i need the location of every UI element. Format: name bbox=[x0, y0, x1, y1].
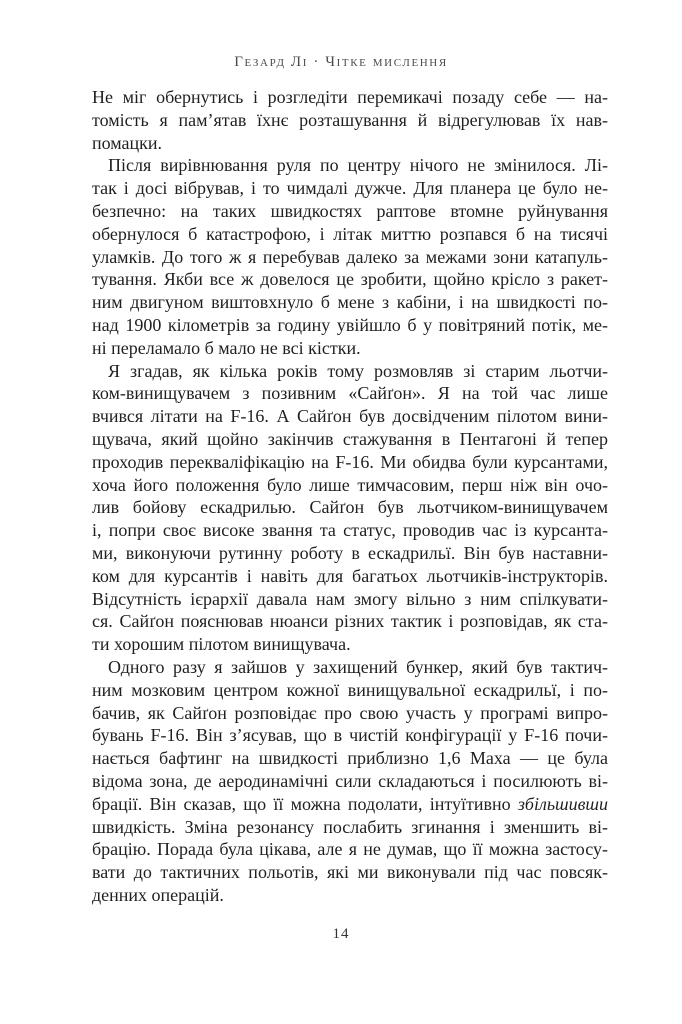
text-line: лив бойову ескадрилью. Сайґон був льотчиком-винищувачем bbox=[92, 497, 608, 518]
text-line: і, попри своє високе звання та статус, проводив час із курсанта- bbox=[92, 520, 608, 541]
text-line bbox=[92, 793, 608, 816]
text-line: ком для курсантів і навіть для багатьох льотчиків-інструкторів. bbox=[92, 565, 608, 586]
text-line: брацію. Порада була цікава, але я не думав, що її можна застосу- bbox=[92, 839, 608, 860]
body-text bbox=[92, 86, 608, 907]
text-line: ним двигуном виштовхнуло б мене з кабіни, і на швидкості по- bbox=[92, 292, 608, 313]
text-line: Я згадав, як кілька років тому розмовляв зі старим льотчи- bbox=[108, 360, 608, 381]
text-line: швидкість. Зміна резонансу послабить згинання і зменшить ві- bbox=[92, 816, 608, 837]
text-line: бачив, як Сайґон розповідає про свою участь у програмі випро- bbox=[92, 702, 608, 723]
text-line: щувача, який щойно закінчив стажування в Пентагоні й тепер bbox=[92, 428, 608, 449]
text-line: вати до тактичних польотів, які ми виконували під час повсяк- bbox=[92, 862, 608, 883]
text-line: ним мозковим центром кожної винищувальної ескадрильї, і по- bbox=[92, 679, 608, 700]
page-number: 14 bbox=[332, 926, 350, 942]
paragraph bbox=[92, 154, 608, 359]
text-line: Одного разу я зайшов у захищений бункер, який був тактич- bbox=[108, 656, 608, 677]
running-title: Гезард Лі · Чітке мислення bbox=[234, 54, 448, 70]
text-line: Після вирівнювання руля по центру нічого не змінилося. Лі- bbox=[108, 155, 608, 176]
text-line: ти хорошим пілотом винищувача. bbox=[92, 634, 351, 655]
text-line: ся. Сайґон пояснював нюанси різних тактик і розповідав, як ста- bbox=[92, 611, 608, 632]
italic-text: збільшивши bbox=[517, 793, 608, 814]
text-line: над 1900 кілометрів за годину увійшло б у повітряний потік, ме- bbox=[92, 314, 608, 335]
running-header bbox=[0, 54, 682, 71]
text-line: Відсутність ієрархії давала нам змогу вільно з ним спілкувати- bbox=[92, 588, 608, 609]
text-line: Не міг обернутись і розгледіти перемикачі позаду себе — на- bbox=[92, 87, 608, 107]
text-line: тування. Якби все ж довелося це зробити, щойно крісло з ракет- bbox=[92, 269, 608, 290]
text-segment: брації. Він сказав, що її можна подолати, інтуїтивно bbox=[92, 793, 518, 814]
page-footer bbox=[0, 926, 682, 943]
text-line: так і досі вібрував, і то чимдалі дужче. Для планера це було не- bbox=[92, 178, 608, 199]
text-line: відома зона, де аеродинамічні сили складаються і посилюють ві- bbox=[92, 770, 608, 791]
paragraph bbox=[92, 656, 608, 907]
text-line: проходив перекваліфікацію на F-16. Ми обидва були курсантами, bbox=[92, 451, 608, 472]
text-line: томість я пам’ятав їхнє розташування й відрегулював їх нав- bbox=[92, 109, 608, 130]
text-line: обернулося б катастрофою, і літак миттю розпався б на тисячі bbox=[92, 223, 608, 244]
text-line: вчився літати на F-16. А Сайґон був досвідченим пілотом вини- bbox=[92, 406, 608, 427]
text-line: уламків. До того ж я перебував далеко за межами зони катапуль- bbox=[92, 246, 608, 267]
paragraph bbox=[92, 360, 608, 656]
text-line: помацки. bbox=[92, 132, 163, 153]
text-line: ми, виконуючи рутинну роботу в ескадрильї. Він був наставни- bbox=[92, 542, 608, 563]
text-line: безпечно: на таких швидкостях раптове втомне руйнування bbox=[92, 200, 608, 221]
text-line: хоча його положення було лише тимчасовим, перш ніж він очо- bbox=[92, 474, 608, 495]
paragraph bbox=[92, 86, 608, 154]
text-line: денних операцій. bbox=[92, 884, 224, 905]
text-line: нається бафтинг на швидкості приблизно 1,6 Маха — це була bbox=[92, 748, 608, 769]
text-line: ні переламало б мало не всі кістки. bbox=[92, 337, 361, 358]
text-line: бувань F-16. Він з’ясував, що в чистій конфігурації у F-16 почи- bbox=[92, 725, 608, 746]
text-line: ком-винищувачем з позивним «Сайґон». Я на той час лише bbox=[92, 383, 608, 404]
